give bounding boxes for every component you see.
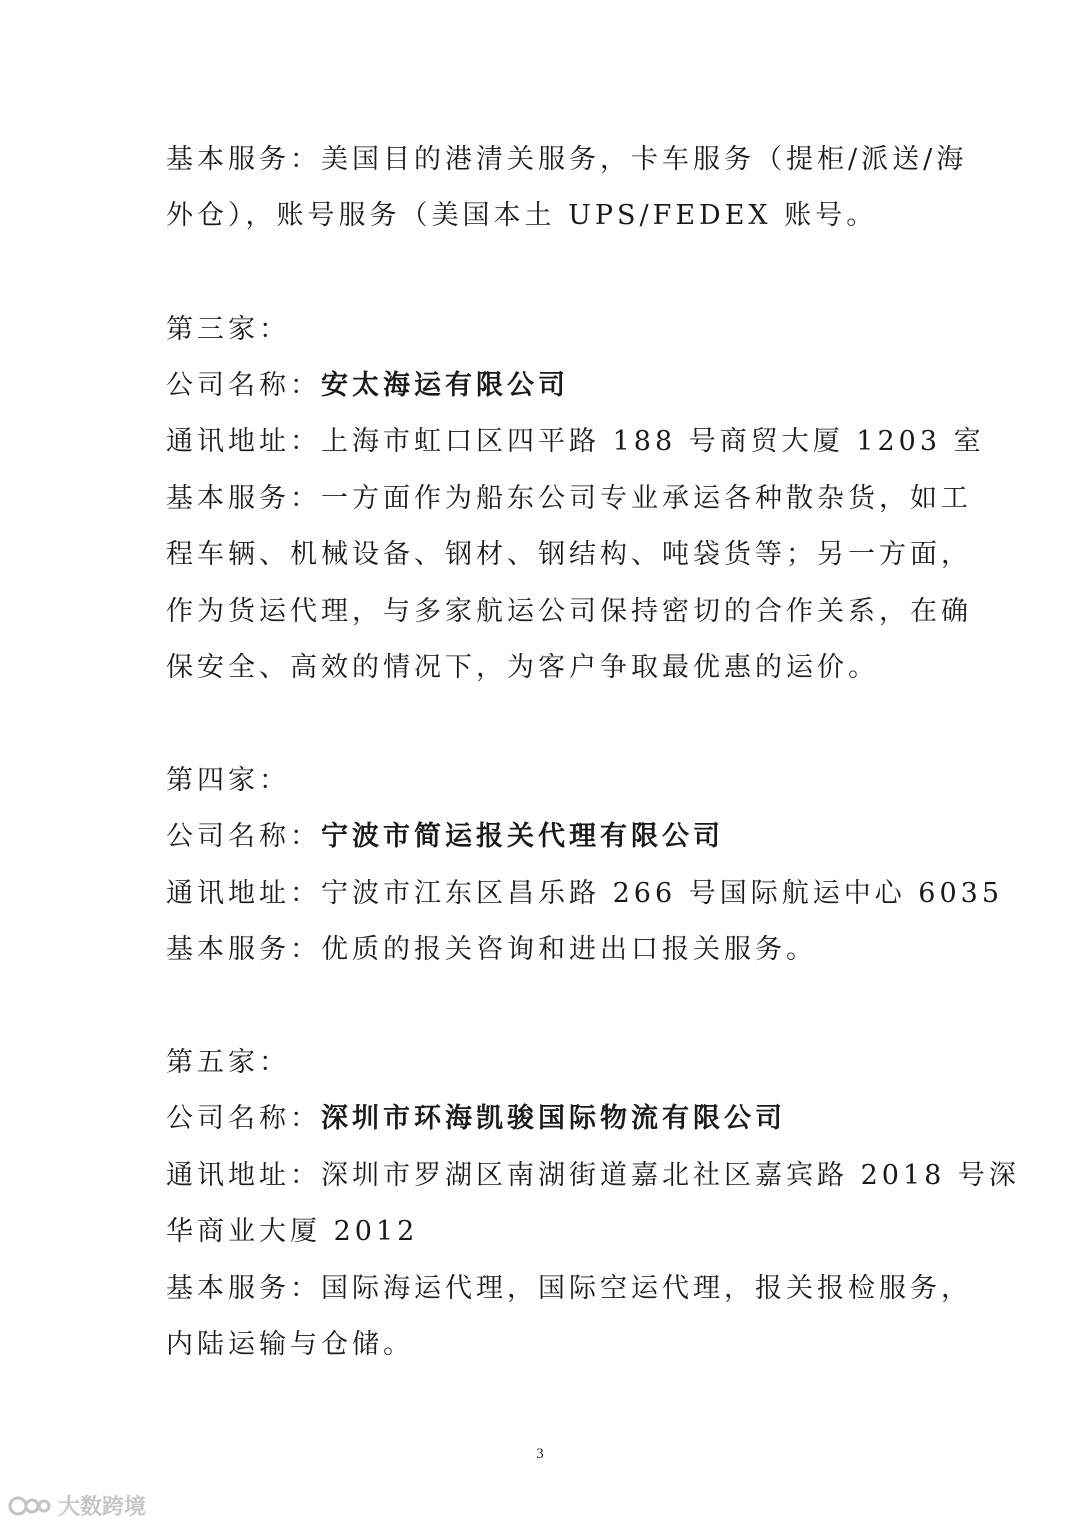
block5-company-name: [166, 1099, 786, 1139]
block5-service-line: 基本服务：国际海运代理，国际空运代理，报关报检服务，: [166, 1273, 972, 1304]
block2-service-line2: 外仓），账号服务（美国本土 UPS/FEDEX 账号。: [166, 200, 878, 231]
watermark-text: 大数跨境: [58, 1495, 147, 1520]
company-name-label: 公司名称：: [166, 821, 321, 852]
block4-service: 基本服务：优质的报关咨询和进出口报关服务。: [166, 934, 817, 965]
block4-address: 通讯地址：宁波市江东区昌乐路 266 号国际航运中心 6035: [166, 878, 1003, 909]
block3-address: 通讯地址：上海市虹口区四平路 188 号商贸大厦 1203 室: [166, 426, 985, 457]
block3-service-line: 作为货运代理，与多家航运公司保持密切的合作关系，在确: [166, 596, 972, 627]
company-name-label: 公司名称：: [166, 1103, 321, 1134]
company-name-value: 深圳市环海凯骏国际物流有限公司: [321, 1103, 786, 1134]
block3-service-line: 程车辆、机械设备、钢材、钢结构、吨袋货等；另一方面，: [166, 539, 972, 570]
company-name-value: 安太海运有限公司: [321, 370, 569, 401]
brand-logo-icon: [8, 1493, 52, 1519]
block3-company-name: [166, 366, 569, 406]
block5-address-line: 通讯地址：深圳市罗湖区南湖街道嘉北社区嘉宾路 2018 号深: [166, 1160, 1020, 1191]
block2-service-line1: 基本服务：美国目的港清关服务，卡车服务（提柜/派送/海: [166, 144, 968, 175]
block3-service-line: 基本服务：一方面作为船东公司专业承运各种散杂货，如工: [166, 483, 972, 514]
page-number: 3: [536, 1446, 544, 1462]
watermark: [8, 1490, 146, 1521]
block5-heading: 第五家：: [166, 1047, 290, 1078]
company-name-value: 宁波市简运报关代理有限公司: [321, 821, 724, 852]
company-name-label: 公司名称：: [166, 370, 321, 401]
block3-service-line: 保安全、高效的情况下，为客户争取最优惠的运价。: [166, 652, 879, 683]
block4-company-name: [166, 817, 724, 857]
block5-address-line: 华商业大厦 2012: [166, 1216, 419, 1247]
block4-heading: 第四家：: [166, 765, 290, 796]
block3-heading: 第三家：: [166, 314, 290, 345]
block5-service-line: 内陆运输与仓储。: [166, 1329, 414, 1360]
